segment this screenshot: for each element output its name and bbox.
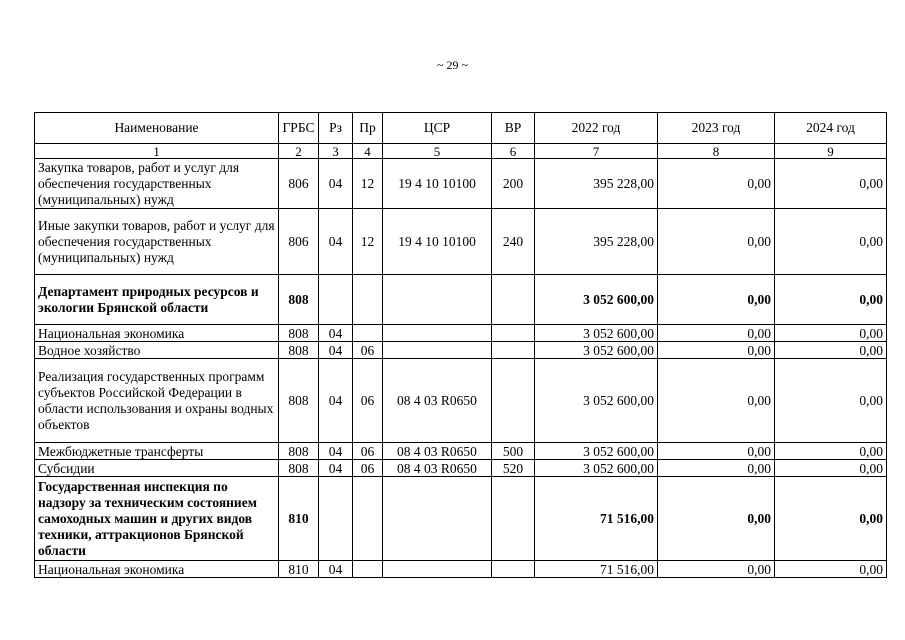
- amount-2022: 71 516,00: [535, 477, 658, 561]
- amount-2022: 71 516,00: [535, 561, 658, 578]
- csr-cell: [383, 342, 492, 359]
- csr-cell: [383, 477, 492, 561]
- header-2024: 2024 год: [775, 113, 887, 144]
- rz-cell: 04: [319, 561, 353, 578]
- pr-cell: 06: [353, 342, 383, 359]
- grbs-cell: 810: [279, 561, 319, 578]
- amount-2022: 3 052 600,00: [535, 325, 658, 342]
- row-name: Государственная инспекция по надзору за техническим состоянием самоходных машин и других видов техники, аттракционов Брянской области: [35, 477, 279, 561]
- column-number: 8: [658, 144, 775, 159]
- amount-2022: 3 052 600,00: [535, 275, 658, 325]
- amount-2023: 0,00: [658, 342, 775, 359]
- rz-cell: 04: [319, 443, 353, 460]
- vr-cell: [492, 561, 535, 578]
- amount-2023: 0,00: [658, 443, 775, 460]
- amount-2022: 395 228,00: [535, 159, 658, 209]
- rz-cell: 04: [319, 359, 353, 443]
- amount-2023: 0,00: [658, 275, 775, 325]
- rz-cell: 04: [319, 342, 353, 359]
- pr-cell: [353, 325, 383, 342]
- csr-cell: 08 4 03 R0650: [383, 359, 492, 443]
- row-name: Департамент природных ресурсов и экологии Брянской области: [35, 275, 279, 325]
- vr-cell: [492, 325, 535, 342]
- rz-cell: [319, 477, 353, 561]
- amount-2023: 0,00: [658, 325, 775, 342]
- vr-cell: 240: [492, 209, 535, 275]
- grbs-cell: 806: [279, 209, 319, 275]
- column-number: 6: [492, 144, 535, 159]
- header-csr: ЦСР: [383, 113, 492, 144]
- pr-cell: 12: [353, 159, 383, 209]
- vr-cell: 500: [492, 443, 535, 460]
- amount-2023: 0,00: [658, 460, 775, 477]
- column-number: 9: [775, 144, 887, 159]
- amount-2024: 0,00: [775, 325, 887, 342]
- grbs-cell: 806: [279, 159, 319, 209]
- amount-2023: 0,00: [658, 209, 775, 275]
- table-row: [35, 460, 887, 477]
- amount-2022: 3 052 600,00: [535, 443, 658, 460]
- csr-cell: [383, 275, 492, 325]
- vr-cell: [492, 477, 535, 561]
- amount-2024: 0,00: [775, 477, 887, 561]
- table-row: [35, 359, 887, 443]
- amount-2024: 0,00: [775, 209, 887, 275]
- table-row: [35, 325, 887, 342]
- pr-cell: 06: [353, 359, 383, 443]
- amount-2024: 0,00: [775, 443, 887, 460]
- header-name: Наименование: [35, 113, 279, 144]
- amount-2024: 0,00: [775, 359, 887, 443]
- table-row: [35, 561, 887, 578]
- amount-2024: 0,00: [775, 460, 887, 477]
- csr-cell: 19 4 10 10100: [383, 209, 492, 275]
- column-number: 3: [319, 144, 353, 159]
- row-name: Реализация государственных программ субъектов Российской Федерации в области использования и охраны водных объектов: [35, 359, 279, 443]
- vr-cell: [492, 359, 535, 443]
- rz-cell: 04: [319, 325, 353, 342]
- grbs-cell: 808: [279, 325, 319, 342]
- header-rz: Рз: [319, 113, 353, 144]
- rz-cell: 04: [319, 209, 353, 275]
- csr-cell: 08 4 03 R0650: [383, 443, 492, 460]
- amount-2022: 3 052 600,00: [535, 460, 658, 477]
- table-row: [35, 443, 887, 460]
- table-row: [35, 159, 887, 209]
- pr-cell: [353, 477, 383, 561]
- amount-2024: 0,00: [775, 561, 887, 578]
- vr-cell: [492, 275, 535, 325]
- vr-cell: 520: [492, 460, 535, 477]
- rz-cell: 04: [319, 159, 353, 209]
- table-row: [35, 342, 887, 359]
- header-row: [35, 113, 887, 144]
- pr-cell: 06: [353, 443, 383, 460]
- pr-cell: 12: [353, 209, 383, 275]
- amount-2023: 0,00: [658, 561, 775, 578]
- row-name: Водное хозяйство: [35, 342, 279, 359]
- row-name: Национальная экономика: [35, 561, 279, 578]
- csr-cell: [383, 325, 492, 342]
- grbs-cell: 808: [279, 342, 319, 359]
- csr-cell: [383, 561, 492, 578]
- grbs-cell: 808: [279, 275, 319, 325]
- row-name: Закупка товаров, работ и услуг для обеспечения государственных (муниципальных) нужд: [35, 159, 279, 209]
- rz-cell: 04: [319, 460, 353, 477]
- pr-cell: 06: [353, 460, 383, 477]
- grbs-cell: 810: [279, 477, 319, 561]
- table-row: [35, 477, 887, 561]
- vr-cell: [492, 342, 535, 359]
- grbs-cell: 808: [279, 460, 319, 477]
- header-2023: 2023 год: [658, 113, 775, 144]
- vr-cell: 200: [492, 159, 535, 209]
- header-grbs: ГРБС: [279, 113, 319, 144]
- column-number: 7: [535, 144, 658, 159]
- row-name: Национальная экономика: [35, 325, 279, 342]
- amount-2024: 0,00: [775, 159, 887, 209]
- header-vr: ВР: [492, 113, 535, 144]
- amount-2022: 395 228,00: [535, 209, 658, 275]
- csr-cell: 08 4 03 R0650: [383, 460, 492, 477]
- amount-2022: 3 052 600,00: [535, 342, 658, 359]
- table-row: [35, 275, 887, 325]
- budget-table: [34, 112, 887, 578]
- column-number: 5: [383, 144, 492, 159]
- column-number: 2: [279, 144, 319, 159]
- amount-2022: 3 052 600,00: [535, 359, 658, 443]
- page-number: ~ 29 ~: [437, 58, 468, 72]
- table-row: [35, 209, 887, 275]
- amount-2024: 0,00: [775, 342, 887, 359]
- column-number: 1: [35, 144, 279, 159]
- column-number-row: [35, 144, 887, 159]
- header-2022: 2022 год: [535, 113, 658, 144]
- column-number: 4: [353, 144, 383, 159]
- rz-cell: [319, 275, 353, 325]
- grbs-cell: 808: [279, 443, 319, 460]
- amount-2024: 0,00: [775, 275, 887, 325]
- row-name: Субсидии: [35, 460, 279, 477]
- csr-cell: 19 4 10 10100: [383, 159, 492, 209]
- grbs-cell: 808: [279, 359, 319, 443]
- amount-2023: 0,00: [658, 359, 775, 443]
- row-name: Иные закупки товаров, работ и услуг для обеспечения государственных (муниципальных) нужд: [35, 209, 279, 275]
- amount-2023: 0,00: [658, 159, 775, 209]
- amount-2023: 0,00: [658, 477, 775, 561]
- row-name: Межбюджетные трансферты: [35, 443, 279, 460]
- pr-cell: [353, 561, 383, 578]
- header-pr: Пр: [353, 113, 383, 144]
- pr-cell: [353, 275, 383, 325]
